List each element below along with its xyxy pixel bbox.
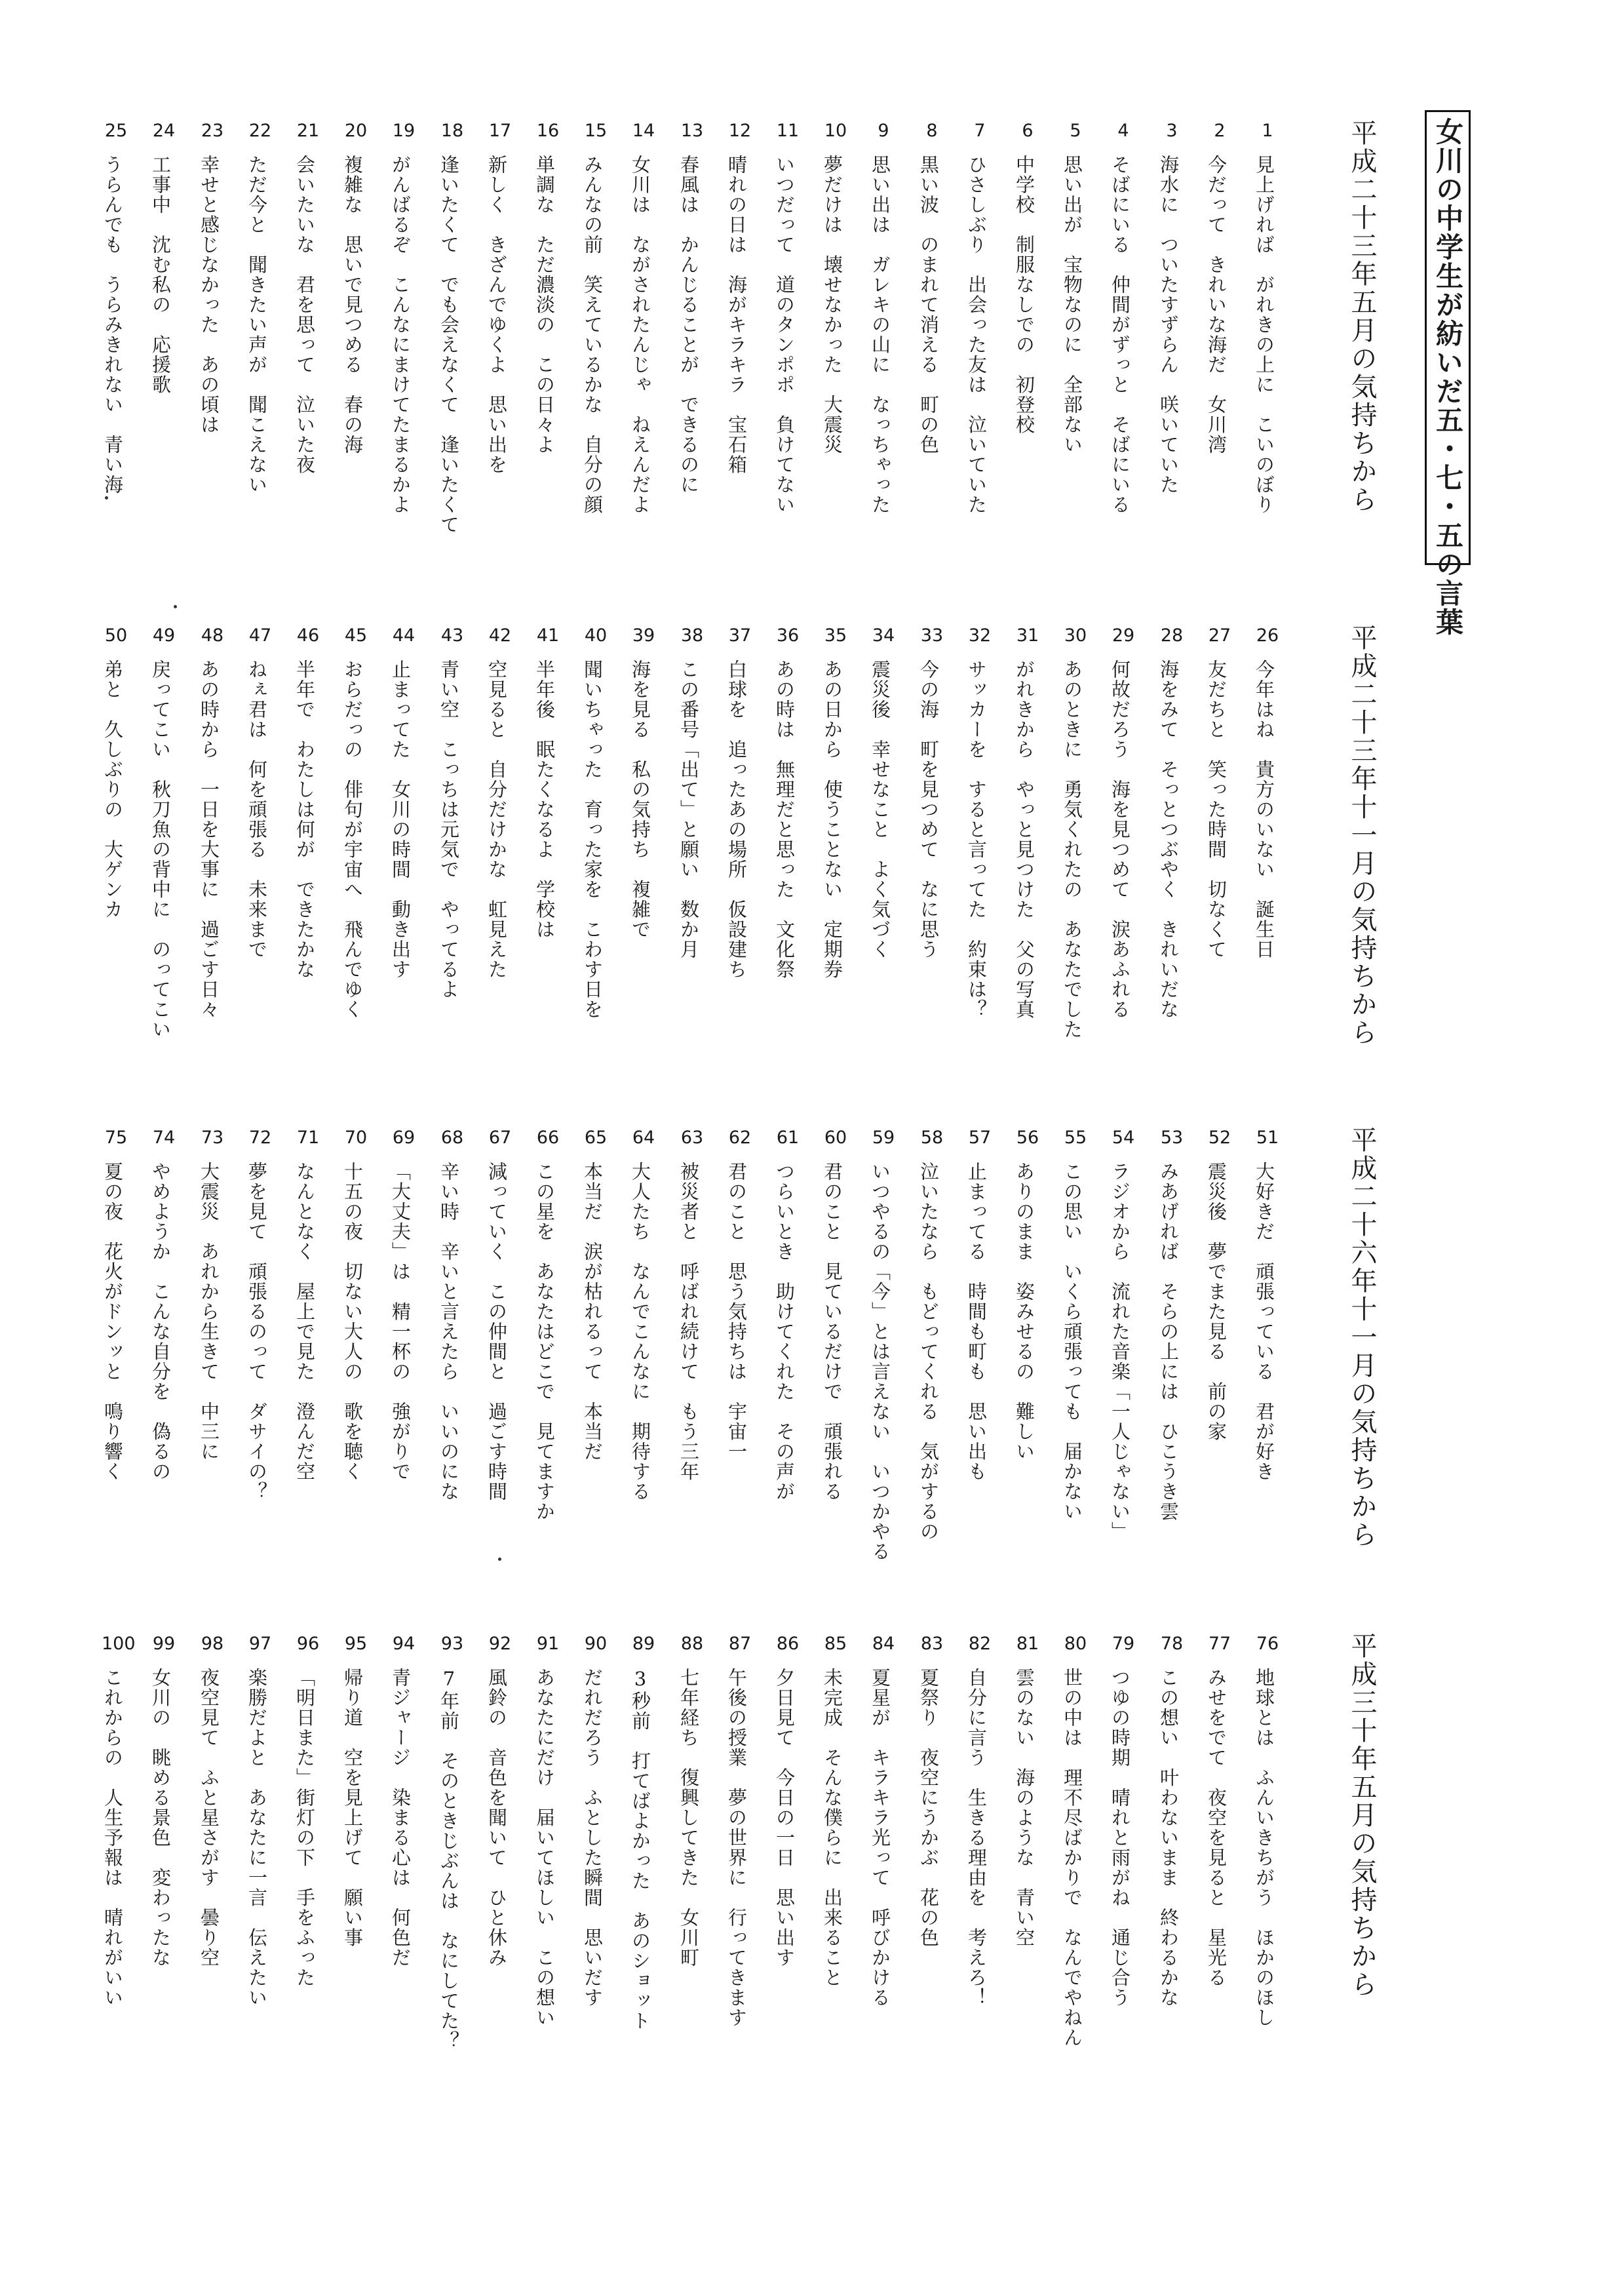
haiku-number: 80 [1064, 1634, 1087, 1654]
haiku-text: 帰り道 空を見上げて 願い事 [341, 1668, 364, 1948]
haiku-number: 72 [248, 1128, 272, 1148]
haiku-number: 98 [201, 1634, 224, 1654]
haiku-number: 51 [1256, 1128, 1279, 1148]
haiku-text: 未完成 そんな僕らに 出来ること [821, 1668, 843, 1988]
haiku-number: 53 [1160, 1128, 1184, 1148]
haiku-number: 50 [104, 625, 128, 646]
haiku-number: 79 [1112, 1634, 1135, 1654]
haiku-text: 女川の 眺める景色 変わったな [149, 1668, 172, 1968]
haiku-text: あの時は 無理だと思った 文化祭 [773, 659, 796, 979]
haiku-number: 90 [584, 1634, 608, 1654]
haiku-number: 9 [878, 121, 889, 141]
haiku-number: 68 [440, 1128, 464, 1148]
haiku-text: 「大丈夫」は 精一杯の 強がりで [389, 1162, 412, 1481]
haiku-text: 青い空 こっちは元気で やってるよ [438, 659, 460, 1000]
haiku-text: 止まってた 女川の時間 動き出す [389, 659, 412, 979]
haiku-text: 青ジャージ 染まる心は 何色だ [389, 1668, 412, 1968]
haiku-number: 2 [1214, 121, 1226, 141]
haiku-number: 41 [536, 625, 560, 646]
haiku-number: 24 [152, 121, 176, 141]
haiku-number: 18 [440, 121, 464, 141]
haiku-text: 自分に言う 生きる理由を 考えろ！ [965, 1668, 988, 2008]
haiku-text: 被災者と 呼ばれ続けて もう三年 [678, 1162, 700, 1481]
haiku-number: 21 [296, 121, 320, 141]
haiku-number: 28 [1160, 625, 1184, 646]
haiku-number: 66 [536, 1128, 560, 1148]
haiku-number: 13 [680, 121, 704, 141]
section-heading: 平成二十三年十一月の気持ちから [1347, 624, 1377, 1047]
haiku-number: 95 [344, 1634, 368, 1654]
haiku-text: だれだろう ふとした瞬間 思いだす [581, 1668, 604, 2008]
haiku-number: 61 [776, 1128, 800, 1148]
haiku-text: 君のこと 思う気持ちは 宇宙一 [725, 1162, 748, 1462]
haiku-text: 7年前 そのときじぶんは なにしてた？ [438, 1668, 460, 2051]
haiku-text: 単調な ただ濃淡の この日々よ [533, 155, 556, 455]
haiku-number: 94 [392, 1634, 416, 1654]
haiku-text: 聞いちゃった 育った家を こわす日を [581, 659, 604, 1019]
haiku-text: 辛い時 辛いと言えたら いいのにな [438, 1162, 460, 1502]
haiku-number: 27 [1208, 625, 1231, 646]
haiku-text: 震災後 幸せなこと よく気づく [869, 659, 891, 960]
haiku-text: ただ今と 聞きたい声が 聞こえない [246, 155, 268, 495]
haiku-text: 海をみて そっとつぶやく きれいだな [1157, 659, 1180, 1019]
haiku-text: なんとなく 屋上で見た 澄んだ空 [294, 1162, 316, 1481]
haiku-number: 70 [344, 1128, 368, 1148]
haiku-number: 78 [1160, 1634, 1184, 1654]
haiku-text: 空見ると 自分だけかな 虹見えた [486, 659, 508, 979]
haiku-text: おらだっの 俳句が宇宙へ 飛んでゆく [341, 659, 364, 1019]
haiku-number: 100 [102, 1634, 136, 1654]
haiku-text: 地球とは ふんいきちがう ほかのほし [1253, 1668, 1275, 2028]
haiku-number: 12 [728, 121, 752, 141]
haiku-text: 戻ってこい 秋刀魚の背中に のってこい [149, 659, 172, 1040]
haiku-number: 6 [1022, 121, 1034, 141]
haiku-number: 96 [296, 1634, 320, 1654]
haiku-text: 世の中は 理不尽ばかりで なんでやねん [1061, 1668, 1083, 2048]
section-heading: 平成二十六年十一月の気持ちから [1347, 1126, 1377, 1549]
haiku-text: 止まってる 時間も町も 思い出も [965, 1162, 988, 1481]
haiku-text: 幸せと感じなかった あの頃は [198, 155, 220, 435]
haiku-number: 65 [584, 1128, 608, 1148]
haiku-text: あのときに 勇気くれたの あなたでした [1061, 659, 1083, 1040]
haiku-text: 今だって きれいな海だ 女川湾 [1205, 155, 1228, 455]
haiku-text: これからの 人生予報は 晴れがいい [102, 1668, 124, 2008]
haiku-number: 33 [920, 625, 944, 646]
haiku-text: 中学校 制服なしでの 初登校 [1013, 155, 1035, 435]
haiku-text: 風鈴の 音色を聞いて ひと休み [486, 1668, 508, 1968]
haiku-text: 思い出が 宝物なのに 全部ない [1061, 155, 1083, 455]
haiku-number: 37 [728, 625, 752, 646]
haiku-number: 44 [392, 625, 416, 646]
haiku-text: 夏の夜 花火がドンッと 鳴り響く [102, 1162, 124, 1481]
haiku-text: この想い 叶わないまま 終わるかな [1157, 1668, 1180, 2008]
haiku-text: 海を見る 私の気持ち 複雑で [629, 659, 651, 939]
haiku-text: 今の海 町を見つめて なに思う [918, 659, 940, 960]
haiku-text: みせをでて 夜空を見ると 星光る [1205, 1668, 1228, 1988]
haiku-text: 夢を見て 頑張るのって ダサイの？ [246, 1162, 268, 1502]
haiku-number: 86 [776, 1634, 800, 1654]
haiku-number: 67 [488, 1128, 512, 1148]
haiku-number: 82 [968, 1634, 992, 1654]
haiku-text: 七年経ち 復興してきた 女川町 [678, 1668, 700, 1968]
document-title-box [1425, 110, 1471, 637]
haiku-text: がんばるぞ こんなにまけてたまるかよ [389, 155, 412, 515]
haiku-number: 59 [872, 1128, 895, 1148]
haiku-text: 3秒前 打てばよかった あのショット [629, 1668, 651, 2031]
haiku-text: サッカーを すると言ってた 約束は？ [965, 659, 988, 1019]
haiku-number: 76 [1256, 1634, 1279, 1654]
haiku-text: ひさしぶり 出会った友は 泣いていた [965, 155, 988, 515]
haiku-number: 16 [536, 121, 560, 141]
haiku-number: 7 [974, 121, 986, 141]
haiku-text: 大震災 あれから生きて 中三に [198, 1162, 220, 1462]
section-heading: 平成二十三年五月の気持ちから [1347, 119, 1377, 514]
haiku-text: 「明日また」街灯の下 手をふった [294, 1668, 316, 1988]
haiku-text: 逢いたくて でも会えなくて 逢いたくて [438, 155, 460, 535]
haiku-text: 大人たち なんでこんなに 期待する [629, 1162, 651, 1502]
haiku-number: 43 [440, 625, 464, 646]
haiku-number: 64 [632, 1128, 655, 1148]
haiku-text: 弟と 久しぶりの 大ゲンカ [102, 659, 124, 920]
section-heading: 平成三十年五月の気持ちから [1347, 1632, 1377, 1999]
haiku-number: 60 [824, 1128, 847, 1148]
haiku-text: 夜空見て ふと星さがす 曇り空 [198, 1668, 220, 1968]
haiku-number: 8 [926, 121, 938, 141]
haiku-text: 夏星が キラキラ光って 呼びかける [869, 1668, 891, 2008]
haiku-text: そばにいる 仲間がずっと そばにいる [1109, 155, 1131, 515]
haiku-text: ねぇ君は 何を頑張る 未来まで [246, 659, 268, 960]
haiku-text: 十五の夜 切ない大人の 歌を聴く [341, 1162, 364, 1481]
haiku-text: 君のこと 見ているだけで 頑張れる [821, 1162, 843, 1502]
haiku-number: 56 [1016, 1128, 1039, 1148]
haiku-number: 83 [920, 1634, 944, 1654]
haiku-number: 63 [680, 1128, 704, 1148]
haiku-number: 5 [1070, 121, 1081, 141]
haiku-text: あなたにだけ 届いてほしい この想い [533, 1668, 556, 2028]
haiku-number: 54 [1112, 1128, 1135, 1148]
haiku-text: 春風は かんじることが できるのに [678, 155, 700, 495]
haiku-text: 夏祭り 夜空にうかぶ 花の色 [918, 1668, 940, 1948]
haiku-number: 74 [152, 1128, 176, 1148]
haiku-text: 女川は ながされたんじゃ ねえんだよ [629, 155, 651, 515]
haiku-number: 87 [728, 1634, 752, 1654]
haiku-number: 99 [152, 1634, 176, 1654]
haiku-number: 48 [201, 625, 224, 646]
haiku-text: 会いたいな 君を思って 泣いた夜 [294, 155, 316, 475]
haiku-text: 友だちと 笑った時間 切なくて [1205, 659, 1228, 960]
haiku-text: あの時から 一日を大事に 過ごす日々 [198, 659, 220, 1019]
haiku-number: 91 [536, 1634, 560, 1654]
haiku-text: 思い出は ガレキの山に なっちゃった [869, 155, 891, 515]
haiku-text: やめようか こんな自分を 偽るの [149, 1162, 172, 1481]
haiku-number: 19 [392, 121, 416, 141]
scan-speck [105, 496, 108, 500]
haiku-number: 73 [201, 1128, 224, 1148]
haiku-text: みんなの前 笑えているかな 自分の顔 [581, 155, 604, 515]
haiku-number: 34 [872, 625, 895, 646]
haiku-number: 38 [680, 625, 704, 646]
haiku-text: つらいとき 助けてくれた その声が [773, 1162, 796, 1502]
haiku-number: 17 [488, 121, 512, 141]
haiku-number: 39 [632, 625, 655, 646]
haiku-text: 新しく きざんでゆくよ 思い出を [486, 155, 508, 475]
haiku-number: 81 [1016, 1634, 1039, 1654]
haiku-text: 晴れの日は 海がキラキラ 宝石箱 [725, 155, 748, 475]
haiku-number: 62 [728, 1128, 752, 1148]
haiku-number: 71 [296, 1128, 320, 1148]
haiku-text: 白球を 追ったあの場所 仮設建ち [725, 659, 748, 979]
haiku-text: 減っていく この仲間と 過ごす時間 [486, 1162, 508, 1502]
haiku-number: 89 [632, 1634, 655, 1654]
haiku-text: 夢だけは 壊せなかった 大震災 [821, 155, 843, 455]
haiku-number: 20 [344, 121, 368, 141]
haiku-number: 31 [1016, 625, 1039, 646]
haiku-text: うらんでも うらみきれない 青い海 [102, 155, 124, 495]
haiku-number: 11 [776, 121, 800, 141]
haiku-text: 黒い波 のまれて消える 町の色 [918, 155, 940, 455]
haiku-number: 97 [248, 1634, 272, 1654]
haiku-text: 本当だ 涙が枯れるって 本当だ [581, 1162, 604, 1462]
haiku-text: 海水に ついたすずらん 咲いていた [1157, 155, 1180, 495]
haiku-text: 今年はね 貴方のいない 誕生日 [1253, 659, 1275, 960]
haiku-number: 58 [920, 1128, 944, 1148]
haiku-text: 夕日見て 今日の一日 思い出す [773, 1668, 796, 1968]
haiku-number: 1 [1262, 121, 1273, 141]
haiku-number: 84 [872, 1634, 895, 1654]
haiku-number: 45 [344, 625, 368, 646]
haiku-number: 15 [584, 121, 608, 141]
haiku-text: 雲のない 海のような 青い空 [1013, 1668, 1035, 1948]
haiku-text: いつやるの「今」とは言えない いつかやる [869, 1162, 891, 1561]
haiku-number: 52 [1208, 1128, 1231, 1148]
haiku-number: 47 [248, 625, 272, 646]
haiku-text: あの日から 使うことない 定期券 [821, 659, 843, 979]
haiku-text: がれきから やっと見つけた 父の写真 [1013, 659, 1035, 1019]
haiku-number: 40 [584, 625, 608, 646]
haiku-text: ありのまま 姿みせるの 難しい [1013, 1162, 1035, 1462]
document-title: 女川の中学生が紡いだ五・七・五の言葉 [1432, 117, 1464, 637]
haiku-number: 25 [104, 121, 128, 141]
haiku-number: 3 [1166, 121, 1178, 141]
haiku-number: 55 [1064, 1128, 1087, 1148]
haiku-number: 93 [440, 1634, 464, 1654]
haiku-number: 69 [392, 1128, 416, 1148]
haiku-text: 泣いたなら もどってくれる 気がするの [918, 1162, 940, 1542]
haiku-text: 複雑な 思いで見つめる 春の海 [341, 155, 364, 455]
haiku-text: 震災後 夢でまた見る 前の家 [1205, 1162, 1228, 1442]
haiku-number: 75 [104, 1128, 128, 1148]
haiku-text: 午後の授業 夢の世界に 行ってきます [725, 1668, 748, 2028]
haiku-number: 14 [632, 121, 655, 141]
haiku-text: つゆの時期 晴れと雨がね 通じ合う [1109, 1668, 1131, 2008]
haiku-number: 92 [488, 1634, 512, 1654]
haiku-number: 23 [201, 121, 224, 141]
haiku-text: 何故だろう 海を見つめて 涙あふれる [1109, 659, 1131, 1019]
haiku-text: いつだって 道のタンポポ 負けてない [773, 155, 796, 515]
haiku-number: 30 [1064, 625, 1087, 646]
haiku-number: 88 [680, 1634, 704, 1654]
haiku-number: 35 [824, 625, 847, 646]
haiku-number: 29 [1112, 625, 1135, 646]
haiku-number: 49 [152, 625, 176, 646]
haiku-text: 工事中 沈む私の 応援歌 [149, 155, 172, 395]
haiku-number: 77 [1208, 1634, 1231, 1654]
haiku-text: この番号「出て」と願い 数か月 [678, 659, 700, 960]
haiku-text: 大好きだ 頑張っている 君が好き [1253, 1162, 1275, 1481]
haiku-number: 36 [776, 625, 800, 646]
haiku-text: この星を あなたはどこで 見てますか [533, 1162, 556, 1521]
haiku-text: 見上げれば がれきの上に こいのぼり [1253, 155, 1275, 515]
haiku-number: 22 [248, 121, 272, 141]
haiku-text: ラジオから 流れた音楽「一人じゃない」 [1109, 1162, 1131, 1542]
haiku-number: 42 [488, 625, 512, 646]
haiku-number: 10 [824, 121, 847, 141]
haiku-number: 4 [1117, 121, 1129, 141]
haiku-number: 32 [968, 625, 992, 646]
scan-speck [174, 605, 177, 608]
haiku-text: 半年で わたしは何が できたかな [294, 659, 316, 979]
haiku-number: 57 [968, 1128, 992, 1148]
haiku-number: 46 [296, 625, 320, 646]
scan-speck [498, 1558, 501, 1561]
haiku-text: 楽勝だよと あなたに一言 伝えたい [246, 1668, 268, 2008]
haiku-number: 85 [824, 1634, 847, 1654]
haiku-text: みあげれば そらの上には ひこうき雲 [1157, 1162, 1180, 1521]
haiku-number: 26 [1256, 625, 1279, 646]
haiku-text: この思い いくら頑張っても 届かない [1061, 1162, 1083, 1521]
haiku-text: 半年後 眠たくなるよ 学校は [533, 659, 556, 939]
